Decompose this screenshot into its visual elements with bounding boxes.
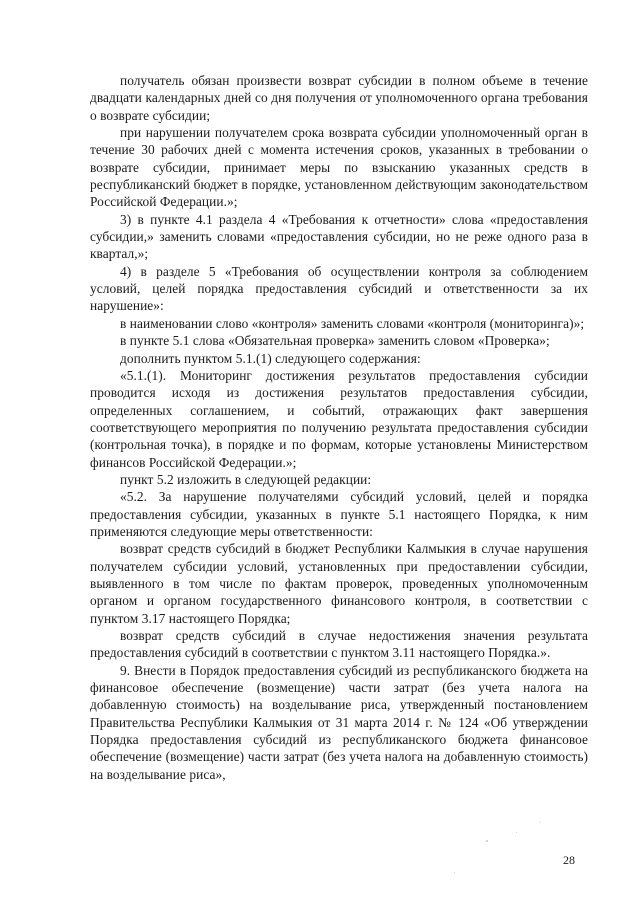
paragraph-1: получатель обязан произвести возврат субсидии в полном объеме в течение двадцати календарных дней со дня получения от уполномоченного органа требования о возврате субсидии; — [90, 73, 588, 123]
scan-speck — [516, 832, 517, 833]
paragraph-8: «5.1.(1). Мониторинг достижения результатов предоставления субсидии проводится исходя из достижения результатов предоставления субсидии, определенных соглашением, и событий, отражающих факт завершения соответствующего мероприятия по получению результата предоставления субсидии (контрольная точка), в порядке и по формам, которые установлены Министерством финансов Российской Федерации.»; — [90, 367, 588, 470]
paragraph-6: в пункте 5.1 слова «Обязательная проверка» заменить словом «Проверка»; — [120, 333, 550, 349]
paragraph-9: пункт 5.2 изложить в следующей редакции: — [120, 471, 372, 487]
paragraph-7: дополнить пунктом 5.1.(1) следующего содержания: — [120, 350, 421, 366]
paragraph-10: «5.2. За нарушение получателями субсидий условий, целей и порядка предоставления субсидии, указанных в пункте 5.1 настоящего Порядка, к ним применяются следующие меры ответственности: — [90, 489, 588, 539]
paragraph-11: возврат средств субсидий в бюджет Республики Калмыкия в случае нарушения получателем субсидии условий, установленных при предоставлении субсидии, выявленного в том числе по фактам проверок, проведенных уполномоченным органом и органом государственного финансового контроля, в соответствии с пунктом 3.17 настоящего Порядка; — [90, 541, 588, 626]
scan-speck — [454, 872, 455, 873]
paragraph-5: в наименовании слово «контроля» заменить словами «контроля (мониторинга)»; — [120, 315, 585, 331]
document-body — [90, 72, 588, 783]
page-number: 28 — [563, 853, 575, 867]
scan-speck — [540, 822, 541, 823]
paragraph-12: возврат средств субсидий в случае недостижения значения результата предоставления субсидий в соответствии с пунктом 3.11 настоящего Порядка.». — [90, 628, 588, 661]
paragraph-4: 4) в разделе 5 «Требования об осуществлении контроля за соблюдением условий, целей порядка предоставления субсидий и ответственности за их нарушение»: — [90, 263, 588, 314]
paragraph-2: при нарушении получателем срока возврата субсидии уполномоченный орган в течение 30 рабочих дней с момента истечения сроков, указанных в требовании о возврате субсидии, принимает меры по взысканию указанных средств в республиканский бюджет в порядке, установленном действующим законодательством Российской Федерации.»; — [90, 125, 588, 210]
paragraph-13: 9. Внести в Порядок предоставления субсидий из республиканского бюджета на финансовое обеспечение (возмещение) части затрат (без учета налога на добавленную стоимость) на возделывание риса, утвержденный постановлением Правительства Республики Калмыкия от 31 марта 2014 г. № 124 «Об утверждении Порядка предоставления субсидий из республиканского бюджета финансовое обеспечение (возмещение) части затрат (без учета налога на добавленную стоимость) на возделывание риса», — [90, 662, 588, 782]
scan-speck — [486, 840, 488, 842]
paragraph-3: 3) в пункте 4.1 раздела 4 «Требования к отчетности» слова «предоставления субсидии,» заменить словами «предоставления субсидии, но не реже одного раза в квартал,»; — [90, 211, 588, 262]
